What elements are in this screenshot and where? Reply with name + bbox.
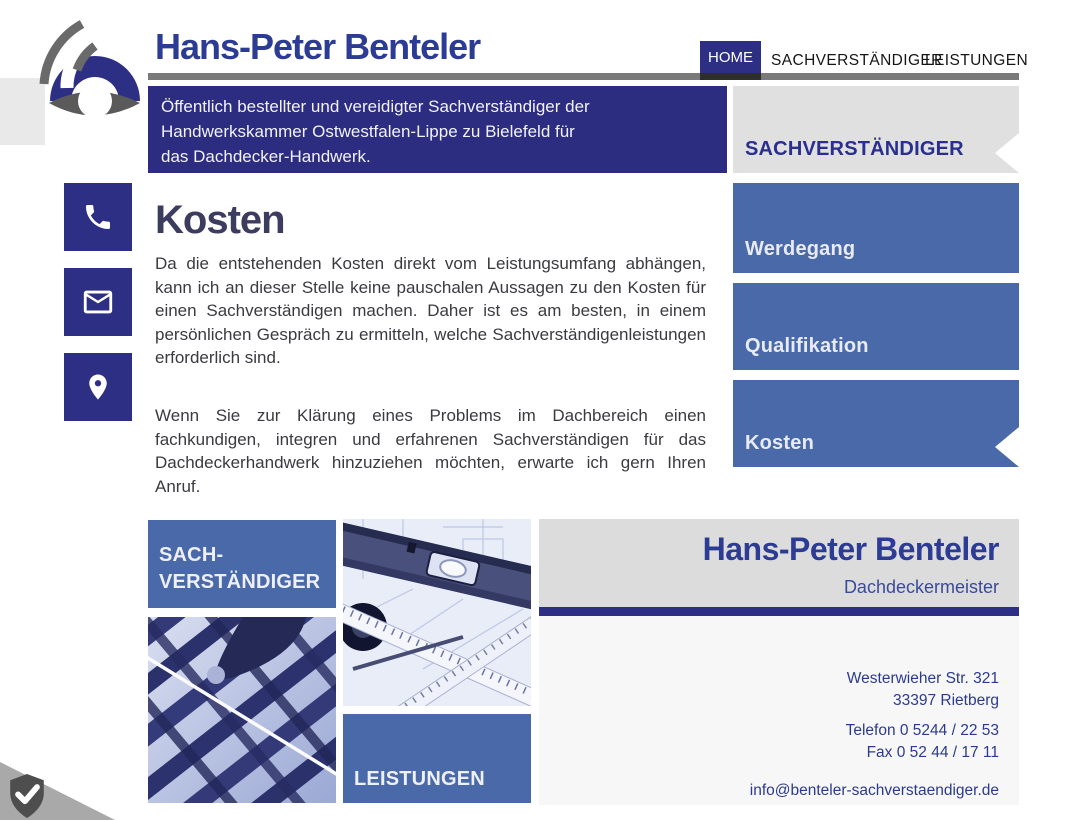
roof-construction-photo <box>148 617 336 803</box>
contact-header <box>539 519 1019 607</box>
page-title: Hans-Peter Benteler <box>155 26 481 67</box>
sidebar-item-kosten[interactable] <box>733 380 1019 467</box>
contact-role: Dachdeckermeister <box>843 577 999 597</box>
privacy-badge-button[interactable] <box>6 771 48 820</box>
active-notch <box>995 133 1019 173</box>
contact-city: 33397 Rietberg <box>893 692 999 709</box>
contact-email-link[interactable]: info@benteler-sachverstaendiger.de <box>749 782 999 799</box>
nav-item-leistungen[interactable] <box>925 52 1028 70</box>
nav-item-leistungen-label: LEISTUNGEN <box>925 52 1029 69</box>
header-rule <box>148 73 1019 80</box>
expert-eye-logo[interactable] <box>33 6 150 144</box>
contact-divider-bar <box>539 607 1019 616</box>
nav-item-sachverstaendiger-label: SACHVERSTÄNDIGER <box>771 52 943 69</box>
shield-check-icon <box>6 771 48 820</box>
contact-name: Hans-Peter Benteler <box>702 531 999 567</box>
location-pin-icon <box>83 372 113 402</box>
intro-banner <box>148 86 727 173</box>
sidebar-item-qualifikation[interactable] <box>733 283 1019 370</box>
tile-label: LEISTUNGEN <box>354 768 485 790</box>
sidebar-item-label: Kosten <box>745 432 814 454</box>
contact-details <box>539 616 1019 805</box>
content-paragraph: Da die entstehenden Kosten direkt vom Leistungsumfang abhängen, kann ich an dieser Stelle keine pauschalen Aussagen zu den Kosten für einen Sachverständigen machen. Daher ist es am besten, in einem persönlichen Gespräch zu ermitteln, welche Sachverständigenleistungen erforderlich sind. <box>155 254 706 367</box>
expert-eye-logo-svg <box>33 6 150 144</box>
mail-icon <box>81 285 115 319</box>
phone-icon <box>82 201 114 233</box>
nav-item-sachverstaendiger[interactable] <box>771 52 943 70</box>
content-heading: Kosten <box>155 198 285 242</box>
location-button[interactable] <box>64 353 132 421</box>
sidebar-item-sachverstaendiger[interactable] <box>733 86 1019 173</box>
intro-banner-line: Handwerkskammer Ostwestfalen-Lippe zu Bielefeld für <box>161 122 575 141</box>
intro-banner-line: Öffentlich bestellter und vereidigter Sachverständiger der <box>161 97 590 116</box>
mail-button[interactable] <box>64 268 132 336</box>
sidebar-item-werdegang[interactable] <box>733 183 1019 273</box>
tile-label-line: VERSTÄNDIGER <box>159 571 321 593</box>
sidebar-item-label: Werdegang <box>745 238 856 260</box>
tile-leistungen[interactable] <box>343 714 531 803</box>
contact-phone: Telefon 0 5244 / 22 53 <box>845 722 999 739</box>
contact-fax: Fax 0 52 44 / 17 11 <box>866 744 999 761</box>
tile-sachverstaendiger[interactable] <box>148 520 336 608</box>
tile-label-line: SACH- <box>159 544 224 566</box>
nav-home-active-underline <box>700 73 761 80</box>
contact-street: Westerwieher Str. 321 <box>846 670 999 687</box>
sidebar-item-label: SACHVERSTÄNDIGER <box>745 138 964 160</box>
nav-item-home-label: HOME <box>708 48 753 66</box>
spirit-level-blueprint-photo <box>343 519 531 706</box>
phone-button[interactable] <box>64 183 132 251</box>
content-paragraph: Wenn Sie zur Klärung eines Problems im Dachbereich einen fachkundigen, integren und erfahrenen Sachverständigen für das Dachdeckerhandwerk hinzuziehen möchten, erwarte ich gern Ihren Anruf. <box>155 406 706 496</box>
active-notch <box>995 427 1019 467</box>
intro-banner-line: das Dachdecker-Handwerk. <box>161 147 371 166</box>
nav-item-home[interactable] <box>700 41 761 73</box>
sidebar-item-label: Qualifikation <box>745 335 869 357</box>
contact-panel <box>539 519 1019 805</box>
